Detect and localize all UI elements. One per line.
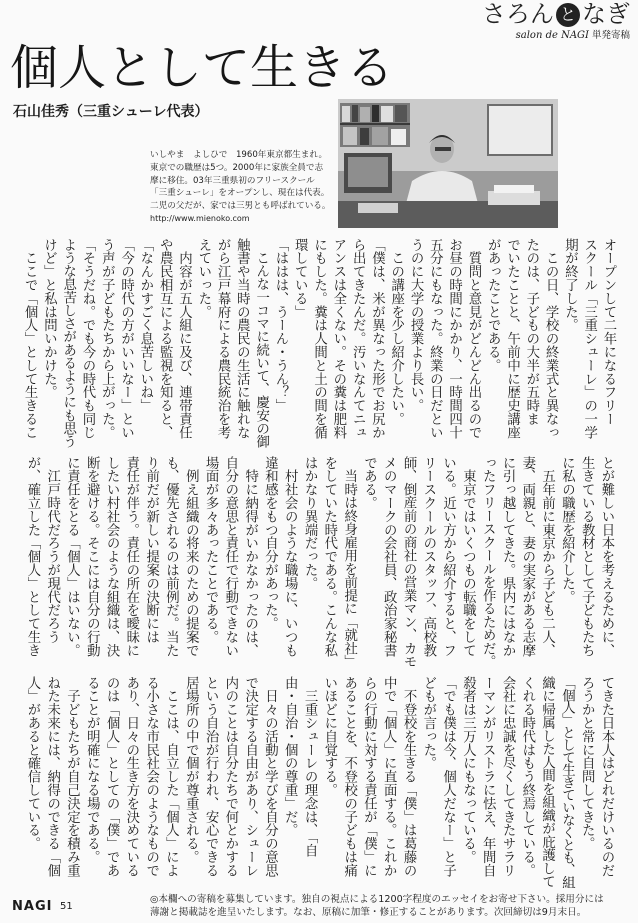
text-column: 中で「個人」に直面する。これか bbox=[381, 676, 397, 877]
text-column: 「なんかすごく息苦しいね」 bbox=[137, 238, 153, 413]
text-column: 「個人」として生きていなくとも、組 bbox=[559, 676, 575, 888]
text-column: 生きている教材として子どもたち bbox=[579, 456, 595, 657]
text-column: けど」と私は問いかけた。 bbox=[41, 238, 57, 399]
body-tier-3 bbox=[22, 676, 616, 888]
text-column: お昼の時間にかかり、一時間四十 bbox=[446, 238, 462, 439]
text-column: 村社会のような職場に、いつも bbox=[282, 456, 298, 657]
series-logo-mark: と bbox=[556, 3, 580, 27]
text-column: 妻、両親と、妻の実家がある志摩 bbox=[519, 456, 535, 657]
text-column: も、優先されるのは前例だ。当た bbox=[163, 456, 179, 657]
text-column: 殺者は三万人にもなっている。 bbox=[460, 676, 476, 864]
bio-line: 二児の父だが、家では三男とも呼ばれている。 bbox=[150, 201, 331, 212]
text-column: 「でも僕は今、個人だなー」と子 bbox=[440, 676, 456, 877]
text-column: 居場所の中で個が尊重される。 bbox=[183, 676, 199, 864]
text-column: 特に納得がいかなかったのは、 bbox=[242, 456, 258, 657]
text-column: ねた未来には、納得のできる「個 bbox=[44, 676, 60, 877]
text-column: 内容が五人組に及び、連帯責任 bbox=[176, 238, 192, 439]
series-logo bbox=[482, 0, 630, 28]
text-column: スクール「三重シューレ」の一学 bbox=[581, 238, 597, 439]
author-bio bbox=[150, 149, 336, 226]
photo-window bbox=[488, 105, 552, 155]
text-column: をしていた時代である。こんな私 bbox=[321, 456, 337, 657]
text-column: 違和感をもつ自分があった。 bbox=[262, 456, 278, 631]
text-column: らの行動に対する責任が「僕」に bbox=[361, 676, 377, 877]
text-column: 責任が伴う。責任の所在を曖昧に bbox=[123, 456, 139, 657]
text-column: ったフリースクールを作るためだ。 bbox=[480, 456, 496, 668]
text-column: ら出てきたんだ。汚いなんてニュ bbox=[350, 238, 366, 439]
text-column: があったことである。 bbox=[485, 238, 501, 372]
text-column: がら江戸幕府による農民統治を考 bbox=[215, 238, 231, 439]
series-logo-post: なぎ bbox=[582, 0, 630, 28]
notice-line: ◎本欄への寄稿を募集しています。独自の視点による1200字程度のエッセイをお寄せ下さい。採用分には bbox=[150, 894, 604, 905]
text-column: 期が終了した。 bbox=[562, 238, 578, 332]
text-column: ここは、自立した「個人」によ bbox=[163, 676, 179, 877]
text-column: でいたことと、午前中に歴史講座 bbox=[504, 238, 520, 439]
text-column: に責任をとる「個人」はいない。 bbox=[64, 456, 80, 657]
body-tier-2 bbox=[22, 456, 616, 668]
text-column: くれる時代はもう終焉している。 bbox=[519, 676, 535, 877]
page-number: 51 bbox=[60, 901, 73, 912]
text-column: オープンして二年になるフリー bbox=[601, 238, 616, 426]
text-column: 当時は終身雇用を前提に「就社」 bbox=[341, 456, 357, 668]
text-column: あり、日々の生き方を決めている bbox=[123, 676, 139, 877]
body-tier-1 bbox=[20, 238, 618, 448]
text-column: いる。近い方から紹介すると、フ bbox=[440, 456, 456, 657]
article-title: 個人として生きる bbox=[10, 40, 395, 96]
magazine-name: NAGI bbox=[12, 899, 53, 914]
text-column: うのに大学の授業より長い。 bbox=[408, 238, 424, 413]
text-column: ここで「個人」として生きるこ bbox=[22, 238, 38, 439]
article-author: 石山佳秀（三重シューレ代表） bbox=[13, 104, 209, 120]
submission-notice bbox=[150, 893, 620, 919]
text-column: にもした。糞は人間と土の間を循 bbox=[311, 238, 327, 439]
text-column: この講座を少し紹介したい。 bbox=[388, 238, 404, 426]
text-column: ろうかと常に自問してきた。 bbox=[579, 676, 595, 851]
text-column: どもが言った。 bbox=[420, 676, 436, 770]
text-column: 人」があると確信している。 bbox=[24, 676, 40, 851]
text-column: 子どもたちが自己決定を積み重 bbox=[64, 676, 80, 877]
text-column: いほどに自覚する。 bbox=[321, 676, 337, 797]
text-column: 「僕は、米が異なった形でお尻か bbox=[369, 238, 385, 439]
text-column: で決定する自由があり、シューレ bbox=[242, 676, 258, 877]
text-column: アンスは全くない。その糞は肥料 bbox=[330, 238, 346, 439]
text-column: 五分にもなった。終業の日だとい bbox=[427, 238, 443, 439]
text-column: 由・自治・個の尊重」だ。 bbox=[282, 676, 298, 837]
text-column: 三重シューレの理念は、「自 bbox=[302, 676, 318, 857]
text-column: 場面が多々あったことである。 bbox=[203, 456, 219, 644]
text-column: とが難しい日本を考えるために、 bbox=[599, 456, 614, 657]
series-subtitle-ja: 単発寄稿 bbox=[591, 30, 630, 41]
text-column: 会社に忠誠を尽くしてきたサラリ bbox=[500, 676, 516, 877]
text-column: てきた日本人はどれだけいるのだ bbox=[599, 676, 614, 877]
text-column: たのは、子どもの大半が五時ま bbox=[523, 238, 539, 426]
text-column: である。 bbox=[361, 456, 377, 510]
text-column: こんな一コマに続いて、慶安の御 bbox=[253, 238, 269, 448]
bio-line: 東京での職歴は5つ。2000年に家族全員で志 bbox=[150, 162, 324, 173]
text-column: 「そうだね。でも今の時代も同じ bbox=[79, 238, 95, 439]
bio-line: いしやま よしひで 1960年東京都生まれ。 bbox=[150, 150, 328, 160]
photo-monitor bbox=[344, 153, 392, 193]
text-column: 内のことは自分たちで何とかする bbox=[222, 676, 238, 877]
text-column: ような息苦しさがあるようにも思う bbox=[60, 238, 76, 448]
text-column: したい村社会のような組織は、決 bbox=[104, 456, 120, 657]
text-column: 例え組織の将来のための提案で bbox=[183, 456, 199, 657]
text-column: この日、学校の終業式と異なっ bbox=[543, 238, 559, 439]
text-column: が、確立した「個人」として生き bbox=[24, 456, 40, 657]
series-subtitle bbox=[516, 30, 630, 42]
text-column: 質問と意見がどんどん出るので bbox=[465, 238, 481, 439]
bio-url: http://www.mienoko.com bbox=[150, 213, 250, 223]
text-column: 日々の活動と学びを自分の意思 bbox=[262, 676, 278, 877]
text-column: り前だが新しい提案の決断には bbox=[143, 456, 159, 644]
text-column: に私の職歴を紹介した。 bbox=[559, 456, 575, 604]
text-column: メのマークの会社員、政治家秘書 bbox=[381, 456, 397, 657]
photo-bookshelf bbox=[340, 103, 410, 147]
series-subtitle-en: salon de NAGI bbox=[515, 30, 589, 41]
text-column: 師、倒産前の商社の営業マン、カモ bbox=[401, 456, 417, 668]
text-column: や農民相互による監視を知ると、 bbox=[157, 238, 173, 439]
text-column: 五年前に東京から子ども二人、 bbox=[539, 456, 555, 657]
text-column: えていった。 bbox=[195, 238, 211, 319]
notice-line: 薄謝と掲載誌を進呈いたします。なお、原稿に加筆・修正することがあります。次回締切は9月末日。 bbox=[150, 907, 587, 918]
series-logo-pre: さろん bbox=[482, 0, 554, 28]
text-column: あることを、不登校の子どもは痛 bbox=[341, 676, 357, 877]
text-column: 東京ではいくつもの転職をして bbox=[460, 456, 476, 657]
text-column: 触書や当時の農民の生活に触れな bbox=[234, 238, 250, 439]
text-column: 自分の意思と責任で行動できない bbox=[222, 456, 238, 657]
author-photo bbox=[338, 99, 558, 228]
text-column: る小さな市民社会のようなもので bbox=[143, 676, 159, 877]
text-column: という自治が行われ、安心できる bbox=[203, 676, 219, 877]
text-column: に引っ越してきた。県内にはなか bbox=[500, 456, 516, 657]
text-column: う声が子どもたちから上がった。 bbox=[99, 238, 115, 439]
text-column: 「ははは、うーん・うん？」 bbox=[272, 238, 288, 413]
text-column: 江戸時代だろうが現代だろう bbox=[44, 456, 60, 644]
text-column: リースクールのスタッフ、高校教 bbox=[420, 456, 436, 657]
bio-line: 摩に移住。03年三重県初のフリースクール bbox=[150, 175, 315, 186]
text-column: のは「個人」としての「僕」であ bbox=[104, 676, 120, 877]
text-column: 不登校を生きる「僕」は葛藤の bbox=[401, 676, 417, 877]
text-column: 織に帰属した人間を組織が庇護して bbox=[539, 676, 555, 888]
text-column: はかなり異端だった。 bbox=[302, 456, 318, 590]
text-column: 「今の時代の方がいいなー」とい bbox=[118, 238, 134, 439]
text-column: ることが明確になる場である。 bbox=[84, 676, 100, 864]
text-column: 断を避ける。そこには自分の行動 bbox=[84, 456, 100, 657]
text-column: 環している」 bbox=[292, 238, 308, 319]
bio-line: 「三重シューレ」をオープンし、現在は代表。 bbox=[150, 188, 330, 199]
text-column: ーマンがリストラに怯え、年間自 bbox=[480, 676, 496, 877]
